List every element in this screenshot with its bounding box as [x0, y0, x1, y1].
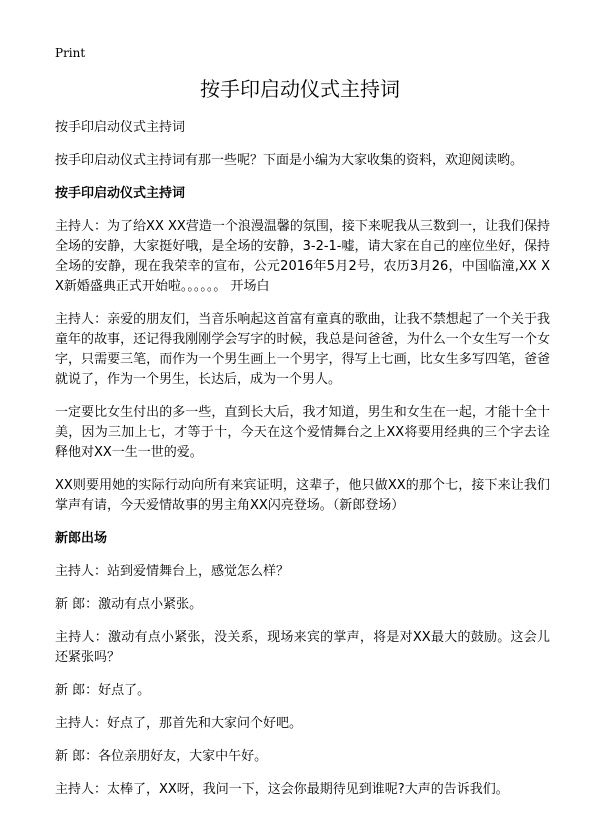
- body-paragraph: XX则要用她的实际行动向所有来宾证明，这辈子，他只做XX的那个七，接下来让我们掌声有请，今天爱情故事的男主角XX闪亮登场。（新郎登场）: [55, 478, 550, 513]
- body-paragraph: 主持人：亲爱的朋友们，当音乐响起这首富有童真的歌曲，让我不禁想起了一个关于我童年的故事，还记得我刚刚学会写字的时候，我总是问爸爸，为什么一个女生写一个女字，只需要三笔，而作为一个男生画上一个男字，得写上七画，比女生多写四笔，爸爸就说了，作为一个男生，长达后，成为一个男人。: [55, 312, 550, 387]
- intro-line: 按手印启动仪式主持词: [55, 120, 186, 135]
- dialogue-line: 新 郎：好点了。: [55, 683, 151, 698]
- print-label[interactable]: Print: [55, 46, 86, 60]
- dialogue-line: 新 郎：各位亲朋好友，大家中午好。: [55, 749, 268, 764]
- section-heading: 新郎出场: [55, 531, 108, 546]
- dialogue-line: 主持人：太棒了，XX呀，我问一下，这会你最期待见到谁呢?大声的告诉我们。: [55, 782, 509, 797]
- dialogue-line: 主持人：站到爱情舞台上，感觉怎么样？: [55, 564, 290, 579]
- body-paragraph: 一定要比女生付出的多一些，直到长大后，我才知道，男生和女生在一起，才能十全十美，因为三加上七，才等于十，今天在这个爱情舞台之上XX将要用经典的三个字去诠释他对XX一生一世的爱。: [55, 405, 550, 460]
- dialogue-line: 主持人：好点了，那首先和大家问个好吧。: [55, 716, 303, 731]
- section-heading: 按手印启动仪式主持词: [55, 186, 186, 201]
- intro-paragraph: 按手印启动仪式主持词有那一些呢？下面是小编为大家收集的资料，欢迎阅读哟。: [55, 153, 524, 168]
- dialogue-line: 新 郎：激动有点小紧张。: [55, 597, 203, 612]
- page-title: 按手印启动仪式主持词: [200, 77, 400, 101]
- dialogue-line: 主持人：激动有点小紧张，没关系，现场来宾的掌声，将是对XX最大的鼓励。这会儿还紧张吗？: [55, 630, 550, 665]
- body-paragraph: 主持人：为了给XX XX营造一个浪漫温馨的氛围，接下来呢我从三数到一，让我们保持全场的安静，大家挺好哦，是全场的安静，3-2-1-嘘，请大家在自己的座位坐好，保持全场的安静，现在我荣幸的宣布，公元2016年5月2号，农历3月26，中国临潼,XX XX新婚盛典正式开始啦。。。。。。 开场白: [55, 219, 550, 294]
- document-body: [55, 118, 550, 813]
